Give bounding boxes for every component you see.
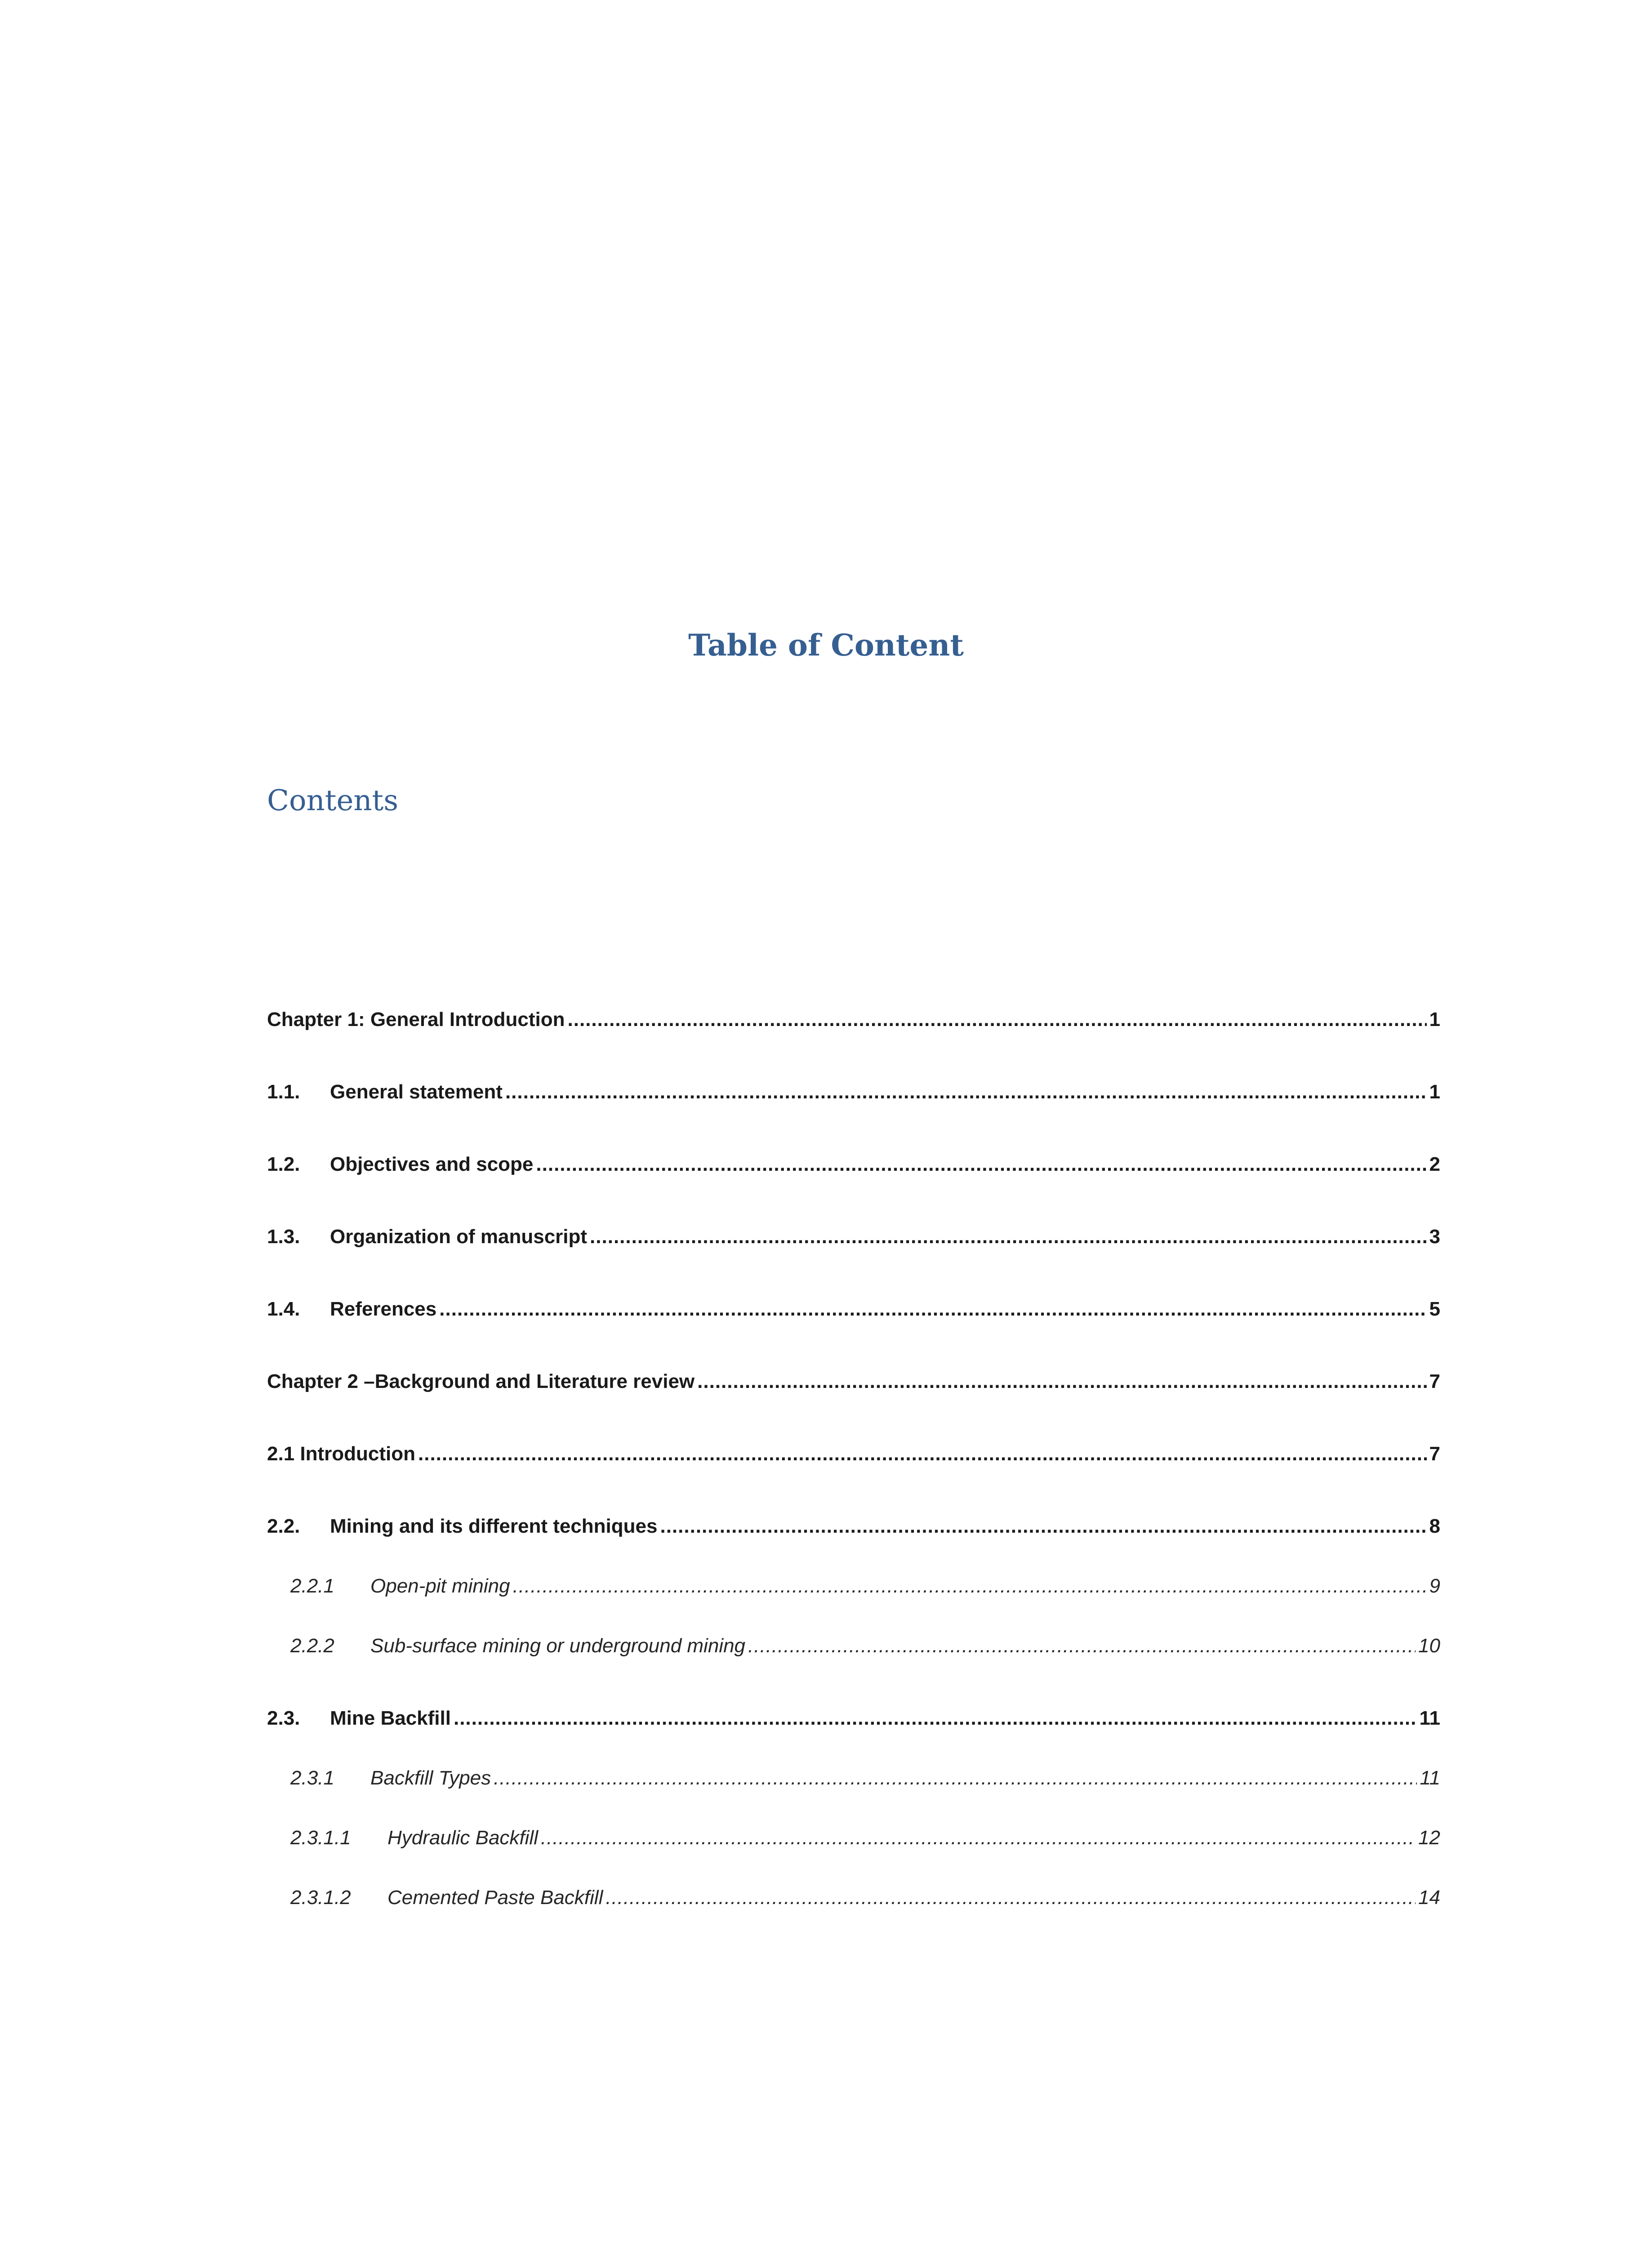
toc-entry-number: 1.4. [267, 1298, 300, 1320]
toc-entry-page: 9 [1429, 1575, 1440, 1597]
toc-entry-2-1[interactable] [267, 1441, 1440, 1467]
toc-entry-title: Mine Backfill [330, 1707, 451, 1729]
toc-dot-leader [541, 1824, 1416, 1851]
toc-entry-page: 10 [1418, 1635, 1440, 1657]
toc-entry-title: General statement [330, 1081, 503, 1103]
page-title: Table of Content [688, 628, 964, 663]
toc-dot-leader [536, 1151, 1426, 1178]
toc-dot-leader [748, 1632, 1416, 1659]
toc-dot-leader [660, 1513, 1426, 1540]
toc-entry-number: 2.3.1.1 [290, 1827, 351, 1849]
toc-entry-title: 2.1 Introduction [267, 1443, 415, 1465]
toc-entry-1-4[interactable] [267, 1296, 1440, 1323]
toc-entry-page: 14 [1418, 1887, 1440, 1909]
toc-entry-1-3[interactable] [267, 1223, 1440, 1250]
toc-entry-page: 11 [1420, 1767, 1440, 1789]
toc-entry-1-1[interactable] [267, 1079, 1440, 1106]
toc-entry-number: 2.2. [267, 1515, 300, 1537]
toc-entry-page: 7 [1429, 1443, 1440, 1465]
toc-entry-title: Chapter 1: General Introduction [267, 1008, 565, 1030]
toc-entry-2-3-1[interactable] [267, 1765, 1440, 1792]
toc-entry-2-2-1[interactable] [267, 1573, 1440, 1600]
toc-entry-page: 3 [1429, 1226, 1440, 1248]
toc-entry-number: 2.3. [267, 1707, 300, 1729]
toc-entry-title: Open-pit mining [370, 1575, 510, 1597]
toc-entry-number: 2.2.1 [290, 1575, 334, 1597]
toc-entry-title: Organization of manuscript [330, 1226, 588, 1248]
toc-dot-leader [568, 1006, 1427, 1033]
toc-dot-leader [590, 1223, 1426, 1250]
toc-dot-leader [454, 1705, 1417, 1732]
toc-entry-page: 7 [1429, 1370, 1440, 1392]
toc-dot-leader [494, 1765, 1417, 1792]
toc-entry-page: 2 [1429, 1153, 1440, 1175]
toc-dot-leader [697, 1368, 1426, 1395]
toc-entry-title: Backfill Types [370, 1767, 491, 1789]
toc-entry-chapter-1[interactable] [267, 1006, 1440, 1033]
toc-entry-number: 2.2.2 [290, 1635, 334, 1657]
toc-entry-number: 1.1. [267, 1081, 300, 1103]
toc-entry-number: 1.3. [267, 1226, 300, 1248]
toc-entry-chapter-2[interactable] [267, 1368, 1440, 1395]
toc-entry-page: 5 [1429, 1298, 1440, 1320]
toc-entry-2-3-1-2[interactable] [267, 1884, 1440, 1911]
contents-heading: Contents [267, 784, 399, 817]
toc-entry-page: 1 [1429, 1081, 1440, 1103]
toc-entry-number: 2.3.1 [290, 1767, 334, 1789]
toc-entry-title: References [330, 1298, 437, 1320]
table-of-contents [267, 0, 1440, 2248]
toc-entry-title: Cemented Paste Backfill [387, 1887, 603, 1909]
toc-entry-1-2[interactable] [267, 1151, 1440, 1178]
toc-entry-number: 1.2. [267, 1153, 300, 1175]
toc-entry-2-3-1-1[interactable] [267, 1824, 1440, 1851]
toc-dot-leader [606, 1884, 1416, 1911]
toc-dot-leader [513, 1573, 1427, 1600]
toc-entry-number: 2.3.1.2 [290, 1887, 351, 1909]
toc-entry-title: Sub-surface mining or underground mining [370, 1635, 746, 1657]
toc-entry-2-2-2[interactable] [267, 1632, 1440, 1659]
toc-dot-leader [505, 1079, 1427, 1106]
toc-dot-leader [439, 1296, 1426, 1323]
toc-entry-title: Mining and its different techniques [330, 1515, 658, 1537]
toc-entry-page: 11 [1419, 1707, 1440, 1729]
toc-entry-title: Objectives and scope [330, 1153, 534, 1175]
toc-entry-2-3[interactable] [267, 1705, 1440, 1732]
toc-dot-leader [418, 1441, 1427, 1467]
toc-entry-page: 1 [1429, 1008, 1440, 1030]
toc-entry-title: Hydraulic Backfill [387, 1827, 538, 1849]
toc-entry-2-2[interactable] [267, 1513, 1440, 1540]
toc-entry-page: 8 [1429, 1515, 1440, 1537]
toc-entry-title: Chapter 2 –Background and Literature review [267, 1370, 695, 1392]
toc-entry-page: 12 [1418, 1827, 1440, 1849]
